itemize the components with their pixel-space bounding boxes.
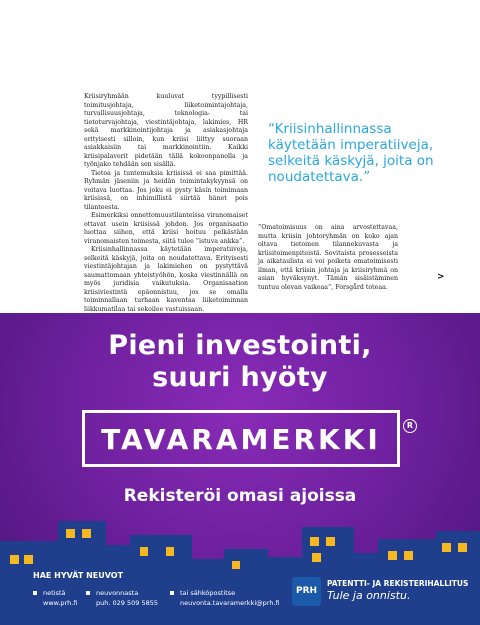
contact-title: HAE HYVÄT NEUVOT [33,571,124,580]
ad-headline: Pieni investointi, [108,330,372,361]
contact-label: tai sähköpostitse [180,589,236,597]
contact-value-link[interactable]: www.prh.fi [43,598,78,607]
article-paragraph: Esimerkiksi onnettomuustilanteissa viranomaiset ottavat usein kriisissä johdon. Jos organisaatio luottaa siihen, että kriisi hoituu pelkästään viranomaisten toimesta, siitä tulee ”istuva ankka”. [84,212,248,245]
contact-label: netistä [43,589,66,597]
registered-mark-icon: R [403,419,417,433]
ad-subheadline: Rekisteröi omasi ajoissa [123,486,357,506]
article-left-column [84,93,248,314]
next-page-arrow-icon[interactable]: > [437,272,445,282]
ad-headline: suuri hyöty [152,362,328,393]
prh-logo: PRH [292,577,321,606]
article-paragraph: Kriisinhallinnassa käytetään imperatiiveja, selkeitä käskyjä, joita on noudatettava. Erityisesti viestintäjohtajan ja lakimiehen on pystyttävä saumattomaan yhteistyöhön, koska viestinnällä on myös juridisia vaikutuksia. Organisaation kriisiviestintä epäonnistuu, jos se omalla toiminnallaan turhaan kaventaa liiketoiminnan liikkumatilaa tai sekoilee vastuissaan. [84,246,248,313]
brand-word-box [82,410,400,467]
article-paragraph: Tietoa ja tuntemuksia kriisissä ei saa pimittää. Ryhmän jäseniin ja heidän toimintakykyynsä on voitava luottaa. Jos joku ei pysty käsin toimimaan kriisissä, on inhimillistä siirtää hänet pois tilanteesta. [84,169,248,211]
contact-phone [96,589,158,608]
contact-email [180,589,280,608]
article-paragraph: ”Omatoimisuus on aina arvostettavaa, mutta kriisin johtoryhmän on koko ajan oltava tietoinen tilannekuvasta ja kriisitoimenpiteistä. Sovitaista prosesseista ja aikataulista ei voi poiketa omatoimisesti ilman, että kriisin johtaja ja kriisiryhmä on asian hyväksynyt. Tämän sisäistäminen tuntuu olevan vaikeaa”, Forsgård toteaa. [258,224,398,291]
bullet-icon [86,591,90,595]
contact-web [43,589,77,608]
bullet-icon [33,591,37,595]
organization-name: PATENTTI- JA REKISTERIHALLITUS [327,579,469,588]
bullet-icon [170,591,174,595]
trademark-advertisement [0,313,480,625]
brand-word: TAVARAMERKKI [101,423,381,456]
organization-slogan: Tule ja onnistu. [327,589,411,602]
contact-label: neuvonnasta [96,589,139,597]
contact-value-link[interactable]: neuvonta.tavaramerkki@prh.fi [180,598,280,607]
city-skyline-illustration [0,513,480,625]
pull-quote: “Kriisinhallinnassa käytetään imperatiiveja, selkeitä käskyjä, joita on noudatettava.” [268,121,434,185]
article-paragraph: Kriisiryhmään kuuluvat tyypillisesti toimitusjohtaja, liiketoimintajohtaja, turvallisuusjohtaja, teknologia- tai tietoturvajohtaja, viestintäjohtaja, lakimies, HR sekä markkinointijohtaja ja asiakasjohtaja erityisesti silloin, kun kriisi liittyy suoraan asiakkaisiin tai markkinointiin. Kaikki kriisipalaverit pidetään tällä kokoonpanolla ja työnjako tehdään sen sisällä. [84,93,248,168]
article-right-column [258,224,398,292]
contact-value-link[interactable]: puh. 029 509 5855 [96,598,158,607]
